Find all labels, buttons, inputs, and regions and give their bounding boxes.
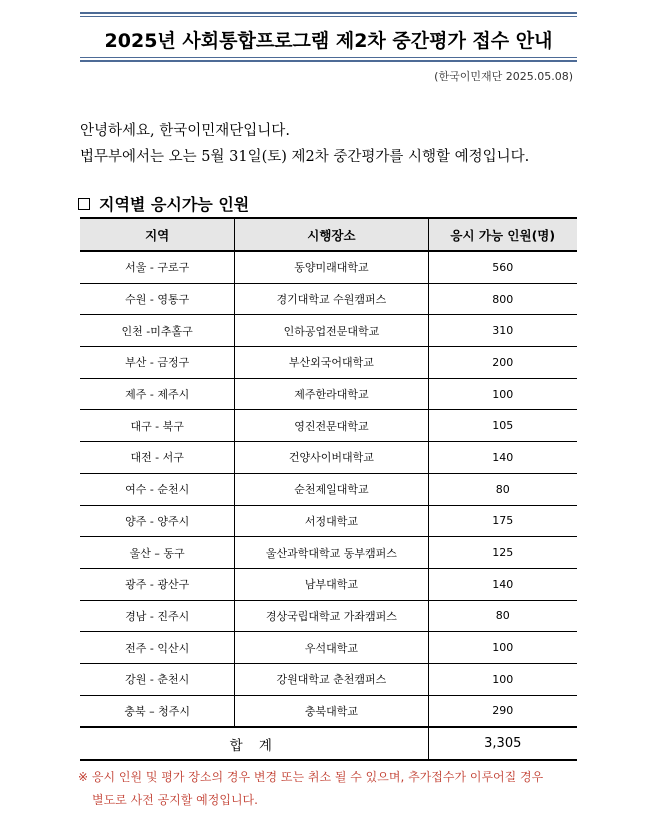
table-row <box>80 505 577 537</box>
cell-venue: 우석대학교 <box>235 632 428 664</box>
cell-venue: 충북대학교 <box>235 695 428 727</box>
cell-capacity: 125 <box>428 537 577 569</box>
header-region: 지역 <box>80 218 235 251</box>
table-row <box>80 347 577 379</box>
cell-region: 여수 - 순천시 <box>80 473 235 505</box>
table-row <box>80 251 577 283</box>
intro-line-1: 안녕하세요, 한국이민재단입니다. <box>80 123 290 139</box>
cell-venue: 부산외국어대학교 <box>235 347 428 379</box>
notice <box>78 766 583 812</box>
cell-region: 울산 – 동구 <box>80 537 235 569</box>
table-row <box>80 473 577 505</box>
cell-region: 광주 - 광산구 <box>80 568 235 600</box>
table-row <box>80 283 577 315</box>
cell-venue: 강원대학교 춘천캠퍼스 <box>235 663 428 695</box>
checkbox-icon <box>78 198 90 210</box>
cell-capacity: 100 <box>428 663 577 695</box>
cell-region: 대구 - 북구 <box>80 410 235 442</box>
total-value: 3,305 <box>428 727 577 760</box>
cell-region: 부산 - 금정구 <box>80 347 235 379</box>
total-label: 합 계 <box>80 727 428 760</box>
cell-capacity: 290 <box>428 695 577 727</box>
cell-capacity: 560 <box>428 251 577 283</box>
source-date: (한국이민재단 2025.05.08) <box>434 70 573 83</box>
table-row <box>80 568 577 600</box>
table-row <box>80 663 577 695</box>
cell-region: 양주 - 양주시 <box>80 505 235 537</box>
cell-venue: 제주한라대학교 <box>235 378 428 410</box>
cell-region: 인천 -미추홀구 <box>80 315 235 347</box>
table-body <box>80 251 577 727</box>
cell-venue: 울산과학대학교 동부캠퍼스 <box>235 537 428 569</box>
cell-capacity: 100 <box>428 378 577 410</box>
cell-venue: 경상국립대학교 가좌캠퍼스 <box>235 600 428 632</box>
cell-venue: 동양미래대학교 <box>235 251 428 283</box>
intro-text <box>80 118 529 170</box>
cell-venue: 영진전문대학교 <box>235 410 428 442</box>
cell-capacity: 175 <box>428 505 577 537</box>
cell-capacity: 310 <box>428 315 577 347</box>
header-venue: 시행장소 <box>235 218 428 251</box>
cell-capacity: 140 <box>428 568 577 600</box>
intro-line-2: 법무부에서는 오는 5월 31일(토) 제2차 중간평가를 시행할 예정입니다. <box>80 149 530 165</box>
table-row <box>80 695 577 727</box>
cell-region: 충북 – 청주시 <box>80 695 235 727</box>
table-row <box>80 537 577 569</box>
cell-region: 대전 - 서구 <box>80 442 235 474</box>
venue-table <box>80 217 577 761</box>
cell-venue: 순천제일대학교 <box>235 473 428 505</box>
cell-capacity: 100 <box>428 632 577 664</box>
cell-capacity: 800 <box>428 283 577 315</box>
cell-region: 수원 - 영통구 <box>80 283 235 315</box>
cell-capacity: 140 <box>428 442 577 474</box>
table-row <box>80 632 577 664</box>
cell-capacity: 200 <box>428 347 577 379</box>
title-box <box>80 12 577 62</box>
header-capacity: 응시 가능 인원(명) <box>428 218 577 251</box>
cell-region: 경남 - 진주시 <box>80 600 235 632</box>
cell-venue: 경기대학교 수원캠퍼스 <box>235 283 428 315</box>
section-title: 지역별 응시가능 인원 <box>99 195 250 214</box>
table-row <box>80 442 577 474</box>
cell-venue: 남부대학교 <box>235 568 428 600</box>
total-row <box>80 727 577 760</box>
cell-region: 강원 - 춘천시 <box>80 663 235 695</box>
table-row <box>80 378 577 410</box>
table-row <box>80 315 577 347</box>
cell-venue: 서정대학교 <box>235 505 428 537</box>
cell-capacity: 80 <box>428 600 577 632</box>
cell-region: 제주 - 제주시 <box>80 378 235 410</box>
cell-venue: 건양사이버대학교 <box>235 442 428 474</box>
section-heading <box>78 192 249 215</box>
cell-venue: 인하공업전문대학교 <box>235 315 428 347</box>
notice-line-1: ※ 응시 인원 및 평가 장소의 경우 변경 또는 취소 될 수 있으며, 추가접수가 이루어질 경우 <box>78 770 544 784</box>
cell-capacity: 105 <box>428 410 577 442</box>
table-header-row <box>80 218 577 251</box>
table-row <box>80 600 577 632</box>
table-row <box>80 410 577 442</box>
cell-region: 서울 - 구로구 <box>80 251 235 283</box>
page-title: 2025년 사회통합프로그램 제2차 중간평가 접수 안내 <box>104 30 553 52</box>
cell-capacity: 80 <box>428 473 577 505</box>
notice-line-2: 별도로 사전 공지할 예정입니다. <box>92 793 258 807</box>
cell-region: 전주 - 익산시 <box>80 632 235 664</box>
